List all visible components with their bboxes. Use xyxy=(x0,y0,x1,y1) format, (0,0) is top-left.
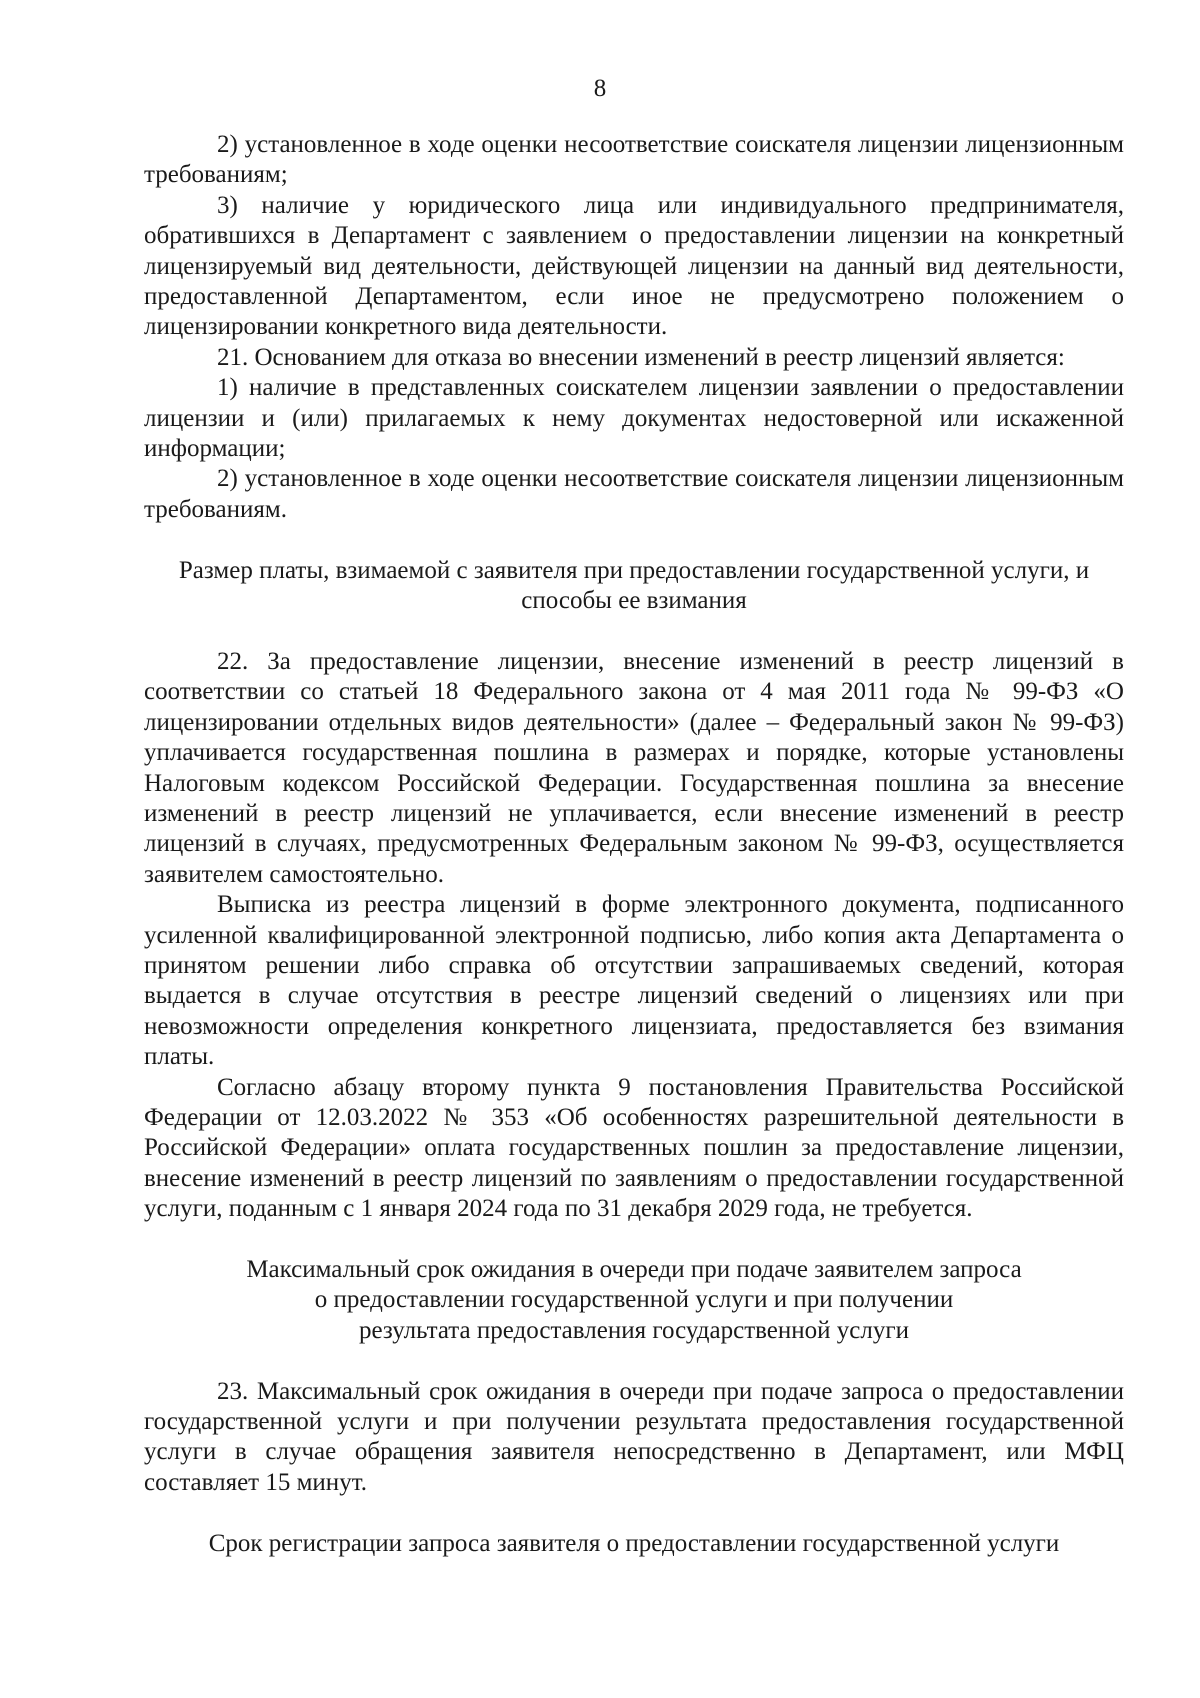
heading-line: о предоставлении государственной услуги и при получении xyxy=(314,1286,954,1314)
section-heading xyxy=(144,1529,1124,1559)
paragraph: 1) наличие в представленных соискателем лицензии заявлении о предоставлении лицензии и (или) прилагаемых к нему документах недостоверной или искаженной информации; xyxy=(144,374,1124,463)
paragraph: 2) установленное в ходе оценки несоответствие соискателя лицензии лицензионным требованиям; xyxy=(144,131,1124,189)
paragraph: Согласно абзацу второму пункта 9 постановления Правительства Российской Федерации от 12.03.2022 № 353 «Об особенностях разрешительной деятельности в Российской Федерации» оплата государственных пошлин за предоставление лицензии, внесение изменений в реестр лицензий по заявлениям о предоставлении государственной услуги, поданным с 1 января 2024 года по 31 декабря 2029 года, не требуется. xyxy=(144,1073,1124,1223)
paragraph: 21. Основанием для отказа во внесении изменений в реестр лицензий является: xyxy=(217,343,1065,371)
heading-line: Максимальный срок ожидания в очереди при подаче заявителем запроса xyxy=(246,1255,1022,1283)
heading-line: способы ее взимания xyxy=(521,587,747,615)
page-number: 8 xyxy=(593,75,607,102)
paragraph: Выписка из реестра лицензий в форме электронного документа, подписанного усиленной квалифицированной электронной подписью, либо копия акта Департамента о принятом решении либо справка об отсутствии запрашиваемых сведений, которая выдается в случае отсутствия в реестре лицензий сведений о лицензиях или при невозможности определения конкретного лицензиата, предоставляется без взимания платы. xyxy=(144,891,1124,1071)
section-heading xyxy=(144,556,1124,617)
heading-line: Размер платы, взимаемой с заявителя при предоставлении государственной услуги, и xyxy=(178,556,1090,584)
paragraph: 2) установленное в ходе оценки несоответствие соискателя лицензии лицензионным требованиям. xyxy=(144,465,1124,523)
paragraph: 3) наличие у юридического лица или индивидуального предпринимателя, обратившихся в Департамент с заявлением о предоставлении лицензии на конкретный лицензируемый вид деятельности, действующей лицензии на данный вид деятельности, предоставленной Департаментом, если иное не предусмотрено положением о лицензировании конкретного вида деятельности. xyxy=(144,191,1124,341)
section-heading xyxy=(144,1255,1124,1346)
document-body xyxy=(144,130,1124,1559)
paragraph: 22. За предоставление лицензии, внесение изменений в реестр лицензий в соответствии со статьей 18 Федерального закона от 4 мая 2011 года № 99-ФЗ «О лицензировании отдельных видов деятельности» (далее – Федеральный закон № 99-ФЗ) уплачивается государственная пошлина в размерах и порядке, которые установлены Налоговым кодексом Российской Федерации. Государственная пошлина за внесение изменений в реестр лицензий не уплачивается, если внесение изменений в реестр лицензий в случаях, предусмотренных Федеральным законом № 99-ФЗ, осуществляется заявителем самостоятельно. xyxy=(144,647,1124,888)
heading-line: Срок регистрации запроса заявителя о предоставлении государственной услуги xyxy=(208,1529,1060,1557)
heading-line: результата предоставления государственной услуги xyxy=(359,1316,909,1344)
paragraph: 23. Максимальный срок ожидания в очереди при подаче запроса о предоставлении государственной услуги и при получении результата предоставления государственной услуги в случае обращения заявителя непосредственно в Департамент, или МФЦ составляет 15 минут. xyxy=(144,1377,1124,1496)
